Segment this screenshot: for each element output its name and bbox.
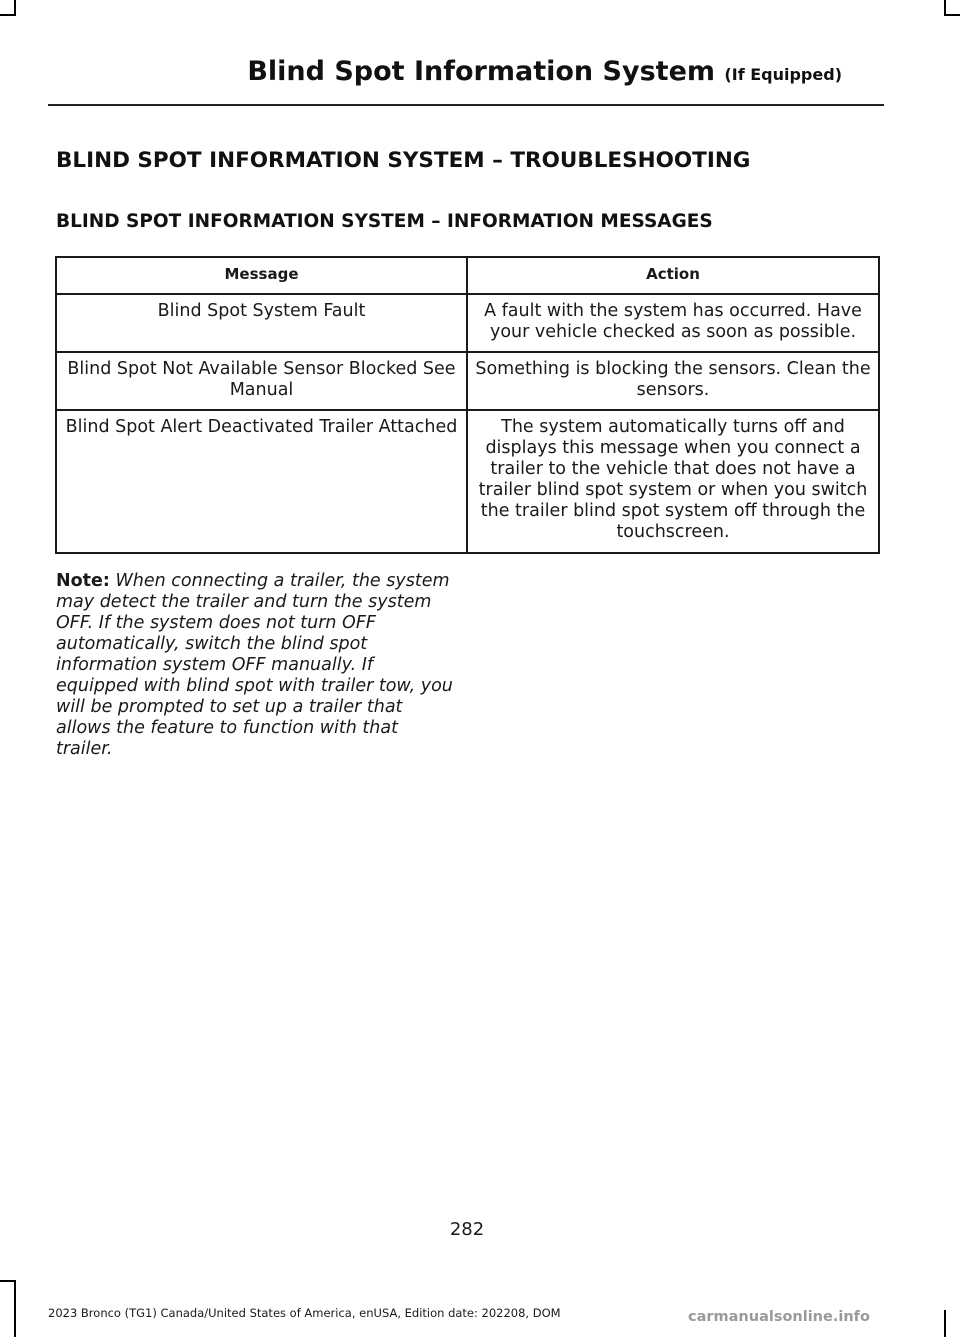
- note-paragraph: [56, 571, 456, 760]
- crop-mark-top-left: [0, 14, 16, 16]
- action-cell: Something is blocking the sensors. Clean the sensors.: [467, 352, 879, 410]
- crop-mark-top-right: [944, 14, 960, 16]
- watermark: carmanualsonline.info: [688, 1309, 870, 1325]
- column-header-message: Message: [56, 257, 467, 294]
- crop-mark-bottom-left: [14, 1280, 16, 1337]
- page-number: 282: [449, 1219, 485, 1240]
- page-header-title: [247, 56, 842, 87]
- information-messages-table: [55, 256, 880, 554]
- action-cell: A fault with the system has occurred. Have your vehicle checked as soon as possible.: [467, 294, 879, 352]
- column-header-action: Action: [467, 257, 879, 294]
- header-title-text: Blind Spot Information System: [247, 56, 716, 87]
- subsection-title: BLIND SPOT INFORMATION SYSTEM – INFORMATION MESSAGES: [56, 211, 713, 232]
- message-cell: Blind Spot Alert Deactivated Trailer Attached: [56, 410, 467, 553]
- message-cell: Blind Spot Not Available Sensor Blocked See Manual: [56, 352, 467, 410]
- note-text: When connecting a trailer, the system may detect the trailer and turn the system OFF. If the system does not turn OFF automatically, switch the blind spot information system OFF manually. If equipped with blind spot with trailer tow, you will be prompted to set up a trailer that allows the feature to function with that trailer.: [56, 571, 453, 759]
- action-cell: The system automatically turns off and displays this message when you connect a trailer to the vehicle that does not have a trailer blind spot system or when you switch the trailer blind spot system off through the touchscreen.: [467, 410, 879, 553]
- footer-edition-info: 2023 Bronco (TG1) Canada/United States of America, enUSA, Edition date: 202208, DOM: [48, 1306, 561, 1320]
- table-row: [56, 410, 879, 553]
- message-cell: Blind Spot System Fault: [56, 294, 467, 352]
- table-row: [56, 294, 879, 352]
- table-row: [56, 352, 879, 410]
- section-title: BLIND SPOT INFORMATION SYSTEM – TROUBLESHOOTING: [56, 148, 751, 173]
- crop-mark-bottom-left: [0, 1280, 16, 1282]
- crop-mark-bottom-right: [944, 1310, 946, 1337]
- note-label: Note:: [56, 571, 110, 591]
- header-divider: [48, 104, 884, 106]
- table-header-row: [56, 257, 879, 294]
- header-subtitle: (If Equipped): [724, 65, 842, 84]
